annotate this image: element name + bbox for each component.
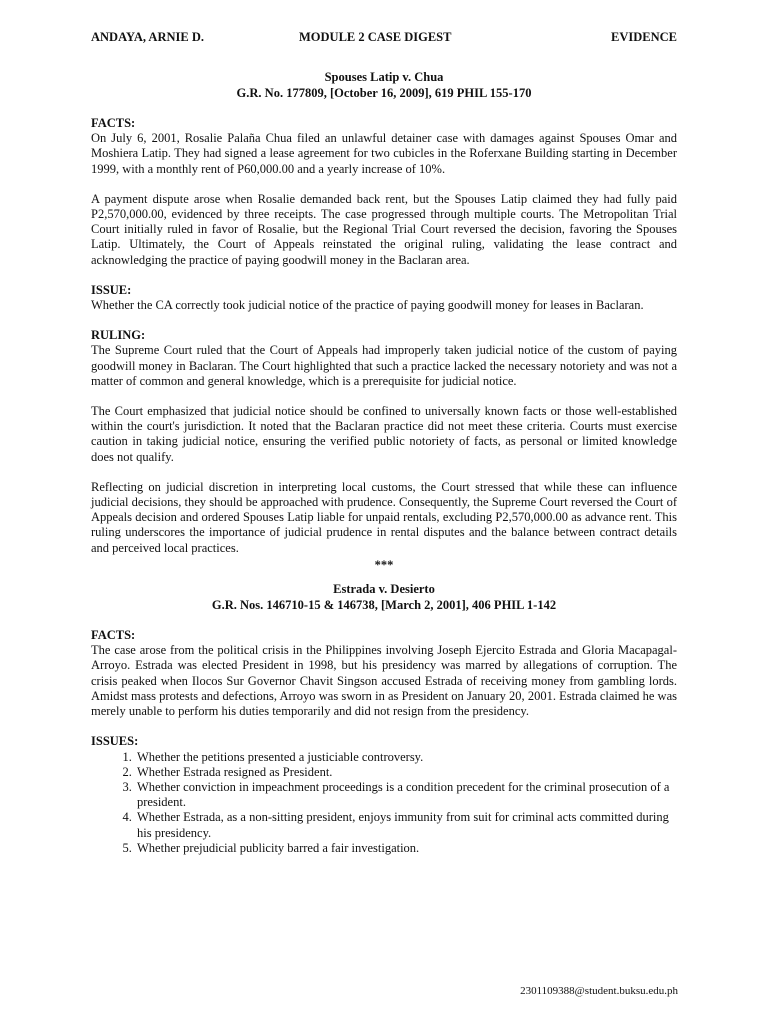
section-separator: *** — [374, 557, 394, 572]
case1-facts-paragraph: A payment dispute arose when Rosalie demanded back rent, but the Spouses Latip claimed they had fully paid P2,570,000.00, evidenced by three receipts. The case progressed through multiple courts. The Metropolitan Trial Court initially ruled in favor of Rosalie, but the Regional Trial Court reversed the decision, favoring the Spouses Latip. Ultimately, the Court of Appeals reinstated the original ruling, validating the lease contract and acknowledging the practice of paying goodwill money in the Baclaran area. — [91, 191, 677, 267]
case1-issue-text: Whether the CA correctly took judicial notice of the practice of paying goodwill money for leases in Baclaran. — [91, 298, 644, 313]
case2-issues-label: ISSUES: — [91, 734, 139, 749]
case2-issues-list — [91, 750, 677, 856]
case2-facts-label: FACTS: — [91, 628, 136, 643]
case1-issue-label: ISSUE: — [91, 282, 132, 297]
list-item: 1. Whether the petitions presented a justiciable controversy. — [135, 750, 677, 765]
case2-facts-paragraph: The case arose from the political crisis in the Philippines involving Joseph Ejercito Estrada and Gloria Macapagal-Arroyo. Estrada was elected President in 1998, but his presidency was marred by allegations of corruption. The crisis peaked when Ilocos Sur Governor Chavit Singson accused Estrada of receiving money from gambling lords. Amidst mass protests and defections, Arroyo was sworn in as President on January 20, 2001. Estrada claimed he was merely unable to perform his duties temporarily and did not resign from the presidency. — [91, 643, 677, 719]
case1-facts-label: FACTS: — [91, 116, 136, 130]
list-item: 4. Whether Estrada, as a non-sitting president, enjoys immunity from suit for criminal acts committed during his presidency. — [135, 810, 677, 840]
header-author: ANDAYA, ARNIE D. — [91, 30, 204, 44]
list-item: 3. Whether conviction in impeachment proceedings is a condition precedent for the criminal prosecution of a president. — [135, 780, 677, 810]
case1-ruling-label: RULING: — [91, 328, 146, 343]
case1-ruling-paragraph: The Supreme Court ruled that the Court of Appeals had improperly taken judicial notice of the custom of paying goodwill money in Baclaran. The Court highlighted that such a practice lacked the necessary notoriety and was not a matter of common and general knowledge, which is a prerequisite for judicial notice. — [91, 343, 677, 388]
case1-title: Spouses Latip v. Chua — [324, 70, 444, 84]
page-content — [91, 69, 677, 856]
case1-ruling-paragraph: Reflecting on judicial discretion in interpreting local customs, the Court stressed that while these can influence judicial decisions, they should be approached with prudence. Consequently, the Supreme Court reversed the Court of Appeals decision and ordered Spouses Latip liable for unpaid rentals, excluding P2,570,000.00 as advance rent. This ruling underscores the importance of judicial prudence in rental disputes and the balance between contract details and perceived local practices. — [91, 479, 677, 555]
footer-email: 2301109388@student.buksu.edu.ph — [520, 985, 678, 997]
list-item: 5. Whether prejudicial publicity barred a fair investigation. — [135, 841, 677, 856]
case2-title: Estrada v. Desierto — [333, 582, 435, 597]
header-subject: EVIDENCE — [611, 30, 677, 44]
case2-citation: G.R. Nos. 146710-15 & 146738, [March 2, 2001], 406 PHIL 1-142 — [211, 598, 557, 613]
header-module: MODULE 2 CASE DIGEST — [299, 30, 452, 44]
list-item: 2. Whether Estrada resigned as President. — [135, 765, 677, 780]
case1-facts-paragraph: On July 6, 2001, Rosalie Palaña Chua filed an unlawful detainer case with damages against Spouses Omar and Moshiera Latip. They had signed a lease agreement for two cubicles in the Roferxane Building starting in December 1999, with a monthly rent of P60,000.00 and a yearly increase of 10%. — [91, 131, 677, 176]
case1-citation: G.R. No. 177809, [October 16, 2009], 619 PHIL 155-170 — [236, 86, 532, 100]
case1-ruling-paragraph: The Court emphasized that judicial notice should be confined to universally known facts or those well-established within the court's jurisdiction. It noted that the Baclaran practice did not meet these criteria. Courts must exercise caution in taking judicial notice, ensuring the verified public notoriety of facts, as personal or limited knowledge does not qualify. — [91, 404, 677, 464]
